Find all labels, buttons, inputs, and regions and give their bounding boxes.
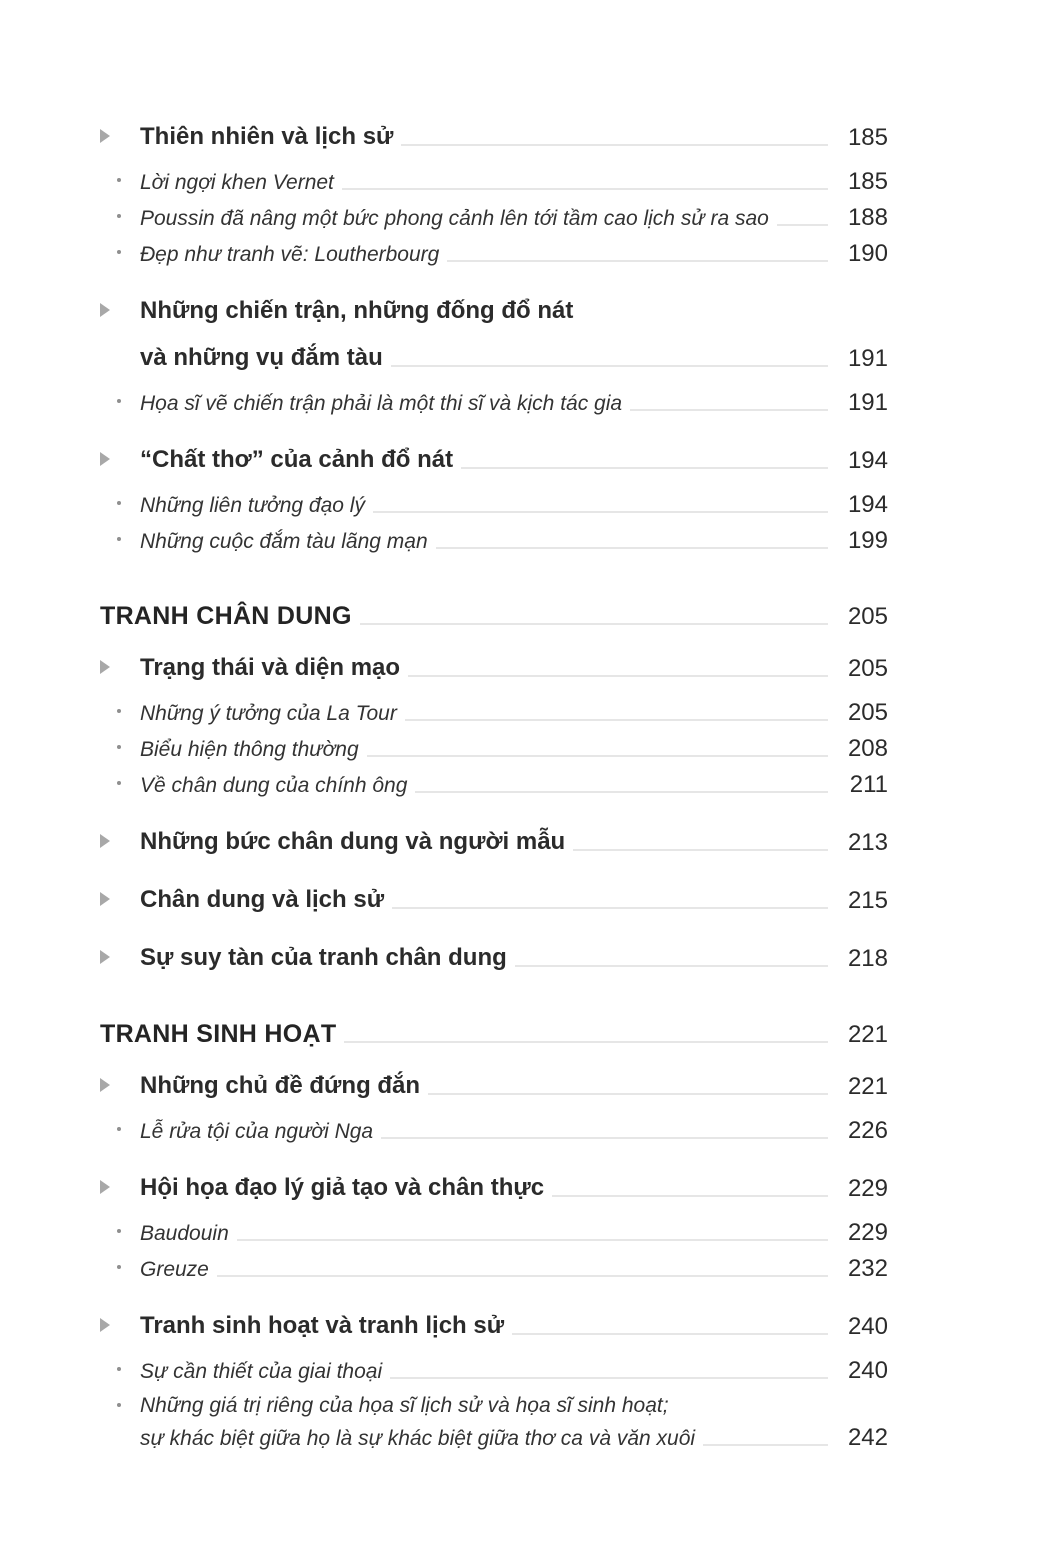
marker-column xyxy=(100,941,140,975)
marker-column xyxy=(100,237,140,270)
leader-line xyxy=(703,1444,828,1446)
leader-line xyxy=(436,547,828,549)
toc-chapter-entry xyxy=(100,1069,888,1103)
leader-line xyxy=(428,1093,828,1095)
subentry-title: Những giá trị riêng của họa sĩ lịch sử và họa sĩ sinh hoạt; xyxy=(140,1394,669,1417)
toc-subentry xyxy=(100,696,888,729)
toc-line xyxy=(100,120,888,154)
marker-column xyxy=(100,1390,140,1421)
marker-column xyxy=(100,1421,140,1454)
toc-line xyxy=(100,1216,888,1249)
leader-line xyxy=(381,1137,828,1139)
marker-column xyxy=(100,1354,140,1387)
toc-list xyxy=(100,120,888,1454)
subentry-title: Đẹp như tranh vẽ: Loutherbourg xyxy=(140,243,440,266)
leader-line xyxy=(630,409,828,411)
page-number: 190 xyxy=(847,240,888,267)
toc-line xyxy=(100,201,888,234)
chapter-arrow-icon xyxy=(100,834,110,848)
marker-column xyxy=(100,488,140,521)
toc-line xyxy=(100,768,888,801)
toc-subentry xyxy=(100,488,888,521)
bullet-dot-icon xyxy=(117,781,121,785)
subentry-title: Về chân dung của chính ông xyxy=(140,774,408,797)
toc-line xyxy=(100,237,888,270)
chapter-arrow-icon xyxy=(100,129,110,143)
marker-column xyxy=(100,1171,140,1205)
toc-line xyxy=(100,696,888,729)
toc-line xyxy=(100,1069,888,1103)
marker-column xyxy=(100,1216,140,1249)
page-number: 185 xyxy=(847,124,888,151)
subentry-title: Những ý tưởng của La Tour xyxy=(140,702,397,725)
leader-line xyxy=(217,1275,828,1277)
toc-line xyxy=(100,825,888,859)
marker-column xyxy=(100,1114,140,1147)
subentry-title: Greuze xyxy=(140,1258,209,1281)
bullet-dot-icon xyxy=(117,501,121,505)
toc-line xyxy=(100,1309,888,1343)
chapter-arrow-icon xyxy=(100,1180,110,1194)
chapter-title: Hội họa đạo lý giả tạo và chân thực xyxy=(140,1174,545,1201)
toc-line xyxy=(100,443,888,477)
leader-line xyxy=(573,849,828,851)
bullet-dot-icon xyxy=(117,1403,121,1407)
toc-line xyxy=(100,488,888,521)
toc-section-heading xyxy=(100,599,888,633)
toc-chapter-entry xyxy=(100,883,888,917)
page-number: 226 xyxy=(847,1117,888,1144)
page-number: 218 xyxy=(847,945,888,972)
toc-chapter-entry xyxy=(100,120,888,154)
leader-line xyxy=(237,1239,828,1241)
leader-line xyxy=(373,511,828,513)
chapter-title: “Chất thơ” của cảnh đổ nát xyxy=(140,446,454,473)
leader-line xyxy=(391,365,828,367)
toc-subentry xyxy=(100,524,888,557)
chapter-arrow-icon xyxy=(100,950,110,964)
bullet-dot-icon xyxy=(117,399,121,403)
subentry-title: sự khác biệt giữa họ là sự khác biệt giữa thơ ca và văn xuôi xyxy=(140,1427,696,1450)
page-number: 191 xyxy=(847,389,888,416)
toc-line xyxy=(100,1171,888,1205)
bullet-dot-icon xyxy=(117,1229,121,1233)
page-number: 215 xyxy=(847,887,888,914)
leader-line xyxy=(447,260,828,262)
marker-column xyxy=(100,883,140,917)
leader-line xyxy=(401,144,828,146)
toc-subentry xyxy=(100,1216,888,1249)
marker-column xyxy=(100,825,140,859)
marker-column xyxy=(100,341,140,375)
subentry-title: Họa sĩ vẽ chiến trận phải là một thi sĩ và kịch tác gia xyxy=(140,392,623,415)
chapter-arrow-icon xyxy=(100,660,110,674)
toc-subentry xyxy=(100,201,888,234)
marker-column xyxy=(100,732,140,765)
marker-column xyxy=(100,768,140,801)
page-number: 205 xyxy=(847,655,888,682)
chapter-title: Những bức chân dung và người mẫu xyxy=(140,828,566,855)
subentry-title: Những liên tưởng đạo lý xyxy=(140,494,365,517)
bullet-dot-icon xyxy=(117,537,121,541)
subentry-title: Biểu hiện thông thường xyxy=(140,738,359,761)
chapter-arrow-icon xyxy=(100,892,110,906)
chapter-title: Chân dung và lịch sử xyxy=(140,886,385,913)
toc-line xyxy=(100,341,888,375)
bullet-dot-icon xyxy=(117,745,121,749)
chapter-arrow-icon xyxy=(100,1078,110,1092)
page-number: 208 xyxy=(847,735,888,762)
toc-chapter-entry xyxy=(100,443,888,477)
toc-line xyxy=(100,1390,888,1421)
page-number: 232 xyxy=(847,1255,888,1282)
marker-column xyxy=(100,524,140,557)
toc-line xyxy=(100,524,888,557)
page-number: 242 xyxy=(847,1424,888,1451)
toc-line xyxy=(100,1354,888,1387)
page-number: 229 xyxy=(847,1175,888,1202)
marker-column xyxy=(100,294,140,328)
chapter-title: Trạng thái và diện mạo xyxy=(140,654,401,681)
toc-chapter-entry xyxy=(100,1309,888,1343)
toc-line xyxy=(100,165,888,198)
marker-column xyxy=(100,120,140,154)
toc-line xyxy=(100,1421,888,1454)
chapter-arrow-icon xyxy=(100,452,110,466)
toc-line xyxy=(100,1017,888,1051)
page-number: 221 xyxy=(847,1021,888,1048)
leader-line xyxy=(405,719,828,721)
leader-line xyxy=(392,907,828,909)
subentry-title: Poussin đã nâng một bức phong cảnh lên tới tầm cao lịch sử ra sao xyxy=(140,207,769,230)
section-title: TRANH SINH HOẠT xyxy=(100,1020,337,1048)
toc-subentry xyxy=(100,165,888,198)
leader-line xyxy=(512,1333,828,1335)
chapter-title: Những chủ đề đứng đắn xyxy=(140,1072,421,1099)
toc-line xyxy=(100,732,888,765)
bullet-dot-icon xyxy=(117,214,121,218)
subentry-title: Lễ rửa tội của người Nga xyxy=(140,1120,374,1143)
page-number: 188 xyxy=(847,204,888,231)
toc-line xyxy=(100,294,888,328)
subentry-title: Lời ngợi khen Vernet xyxy=(140,171,334,194)
chapter-arrow-icon xyxy=(100,1318,110,1332)
bullet-dot-icon xyxy=(117,709,121,713)
page-number: 185 xyxy=(847,168,888,195)
leader-line xyxy=(461,467,828,469)
chapter-title: Thiên nhiên và lịch sử xyxy=(140,123,394,150)
page-number: 240 xyxy=(847,1313,888,1340)
toc-line xyxy=(100,386,888,419)
subentry-title: Những cuộc đắm tàu lãng mạn xyxy=(140,530,428,553)
chapter-title: Sự suy tàn của tranh chân dung xyxy=(140,944,507,971)
bullet-dot-icon xyxy=(117,1127,121,1131)
subentry-title: Sự cần thiết của giai thoại xyxy=(140,1360,383,1383)
page-number: 213 xyxy=(847,829,888,856)
bullet-dot-icon xyxy=(117,250,121,254)
toc-line xyxy=(100,883,888,917)
toc-subentry xyxy=(100,1114,888,1147)
page-number: 191 xyxy=(847,345,888,372)
leader-line xyxy=(344,1041,828,1043)
page-number: 205 xyxy=(847,699,888,726)
toc-line xyxy=(100,651,888,685)
toc-subentry xyxy=(100,386,888,419)
toc-subentry xyxy=(100,1390,888,1454)
chapter-title: Tranh sinh hoạt và tranh lịch sử xyxy=(140,1312,505,1339)
toc-subentry xyxy=(100,237,888,270)
toc-chapter-entry xyxy=(100,825,888,859)
marker-column xyxy=(100,201,140,234)
marker-column xyxy=(100,1309,140,1343)
chapter-arrow-icon xyxy=(100,303,110,317)
toc-section-heading xyxy=(100,1017,888,1051)
toc-chapter-entry xyxy=(100,941,888,975)
marker-column xyxy=(100,651,140,685)
chapter-title: Những chiến trận, những đống đổ nát xyxy=(140,297,574,324)
page-number: 240 xyxy=(847,1357,888,1384)
bullet-dot-icon xyxy=(117,1265,121,1269)
chapter-title: và những vụ đắm tàu xyxy=(140,344,383,371)
section-title: TRANH CHÂN DUNG xyxy=(100,602,352,630)
leader-line xyxy=(408,675,828,677)
toc-subentry xyxy=(100,732,888,765)
toc-chapter-entry xyxy=(100,1171,888,1205)
page-number: 211 xyxy=(849,771,888,798)
toc-line xyxy=(100,1114,888,1147)
toc-chapter-entry xyxy=(100,294,888,375)
bullet-dot-icon xyxy=(117,1367,121,1371)
leader-line xyxy=(342,188,828,190)
marker-column xyxy=(100,165,140,198)
toc-line xyxy=(100,599,888,633)
leader-line xyxy=(415,791,828,793)
marker-column xyxy=(100,386,140,419)
toc-line xyxy=(100,941,888,975)
page-number: 229 xyxy=(847,1219,888,1246)
bullet-dot-icon xyxy=(117,178,121,182)
toc-subentry xyxy=(100,1252,888,1285)
page-number: 194 xyxy=(847,491,888,518)
subentry-title: Baudouin xyxy=(140,1222,229,1245)
toc-subentry xyxy=(100,1354,888,1387)
leader-line xyxy=(552,1195,828,1197)
page-number: 205 xyxy=(847,603,888,630)
toc-subentry xyxy=(100,768,888,801)
marker-column xyxy=(100,1252,140,1285)
page-number: 194 xyxy=(847,447,888,474)
toc-line xyxy=(100,1252,888,1285)
toc-chapter-entry xyxy=(100,651,888,685)
page-number: 199 xyxy=(847,527,888,554)
leader-line xyxy=(390,1377,828,1379)
leader-line xyxy=(360,623,828,625)
marker-column xyxy=(100,443,140,477)
leader-line xyxy=(367,755,828,757)
leader-line xyxy=(515,965,828,967)
page-number: 221 xyxy=(847,1073,888,1100)
leader-line xyxy=(777,224,828,226)
marker-column xyxy=(100,1069,140,1103)
marker-column xyxy=(100,696,140,729)
